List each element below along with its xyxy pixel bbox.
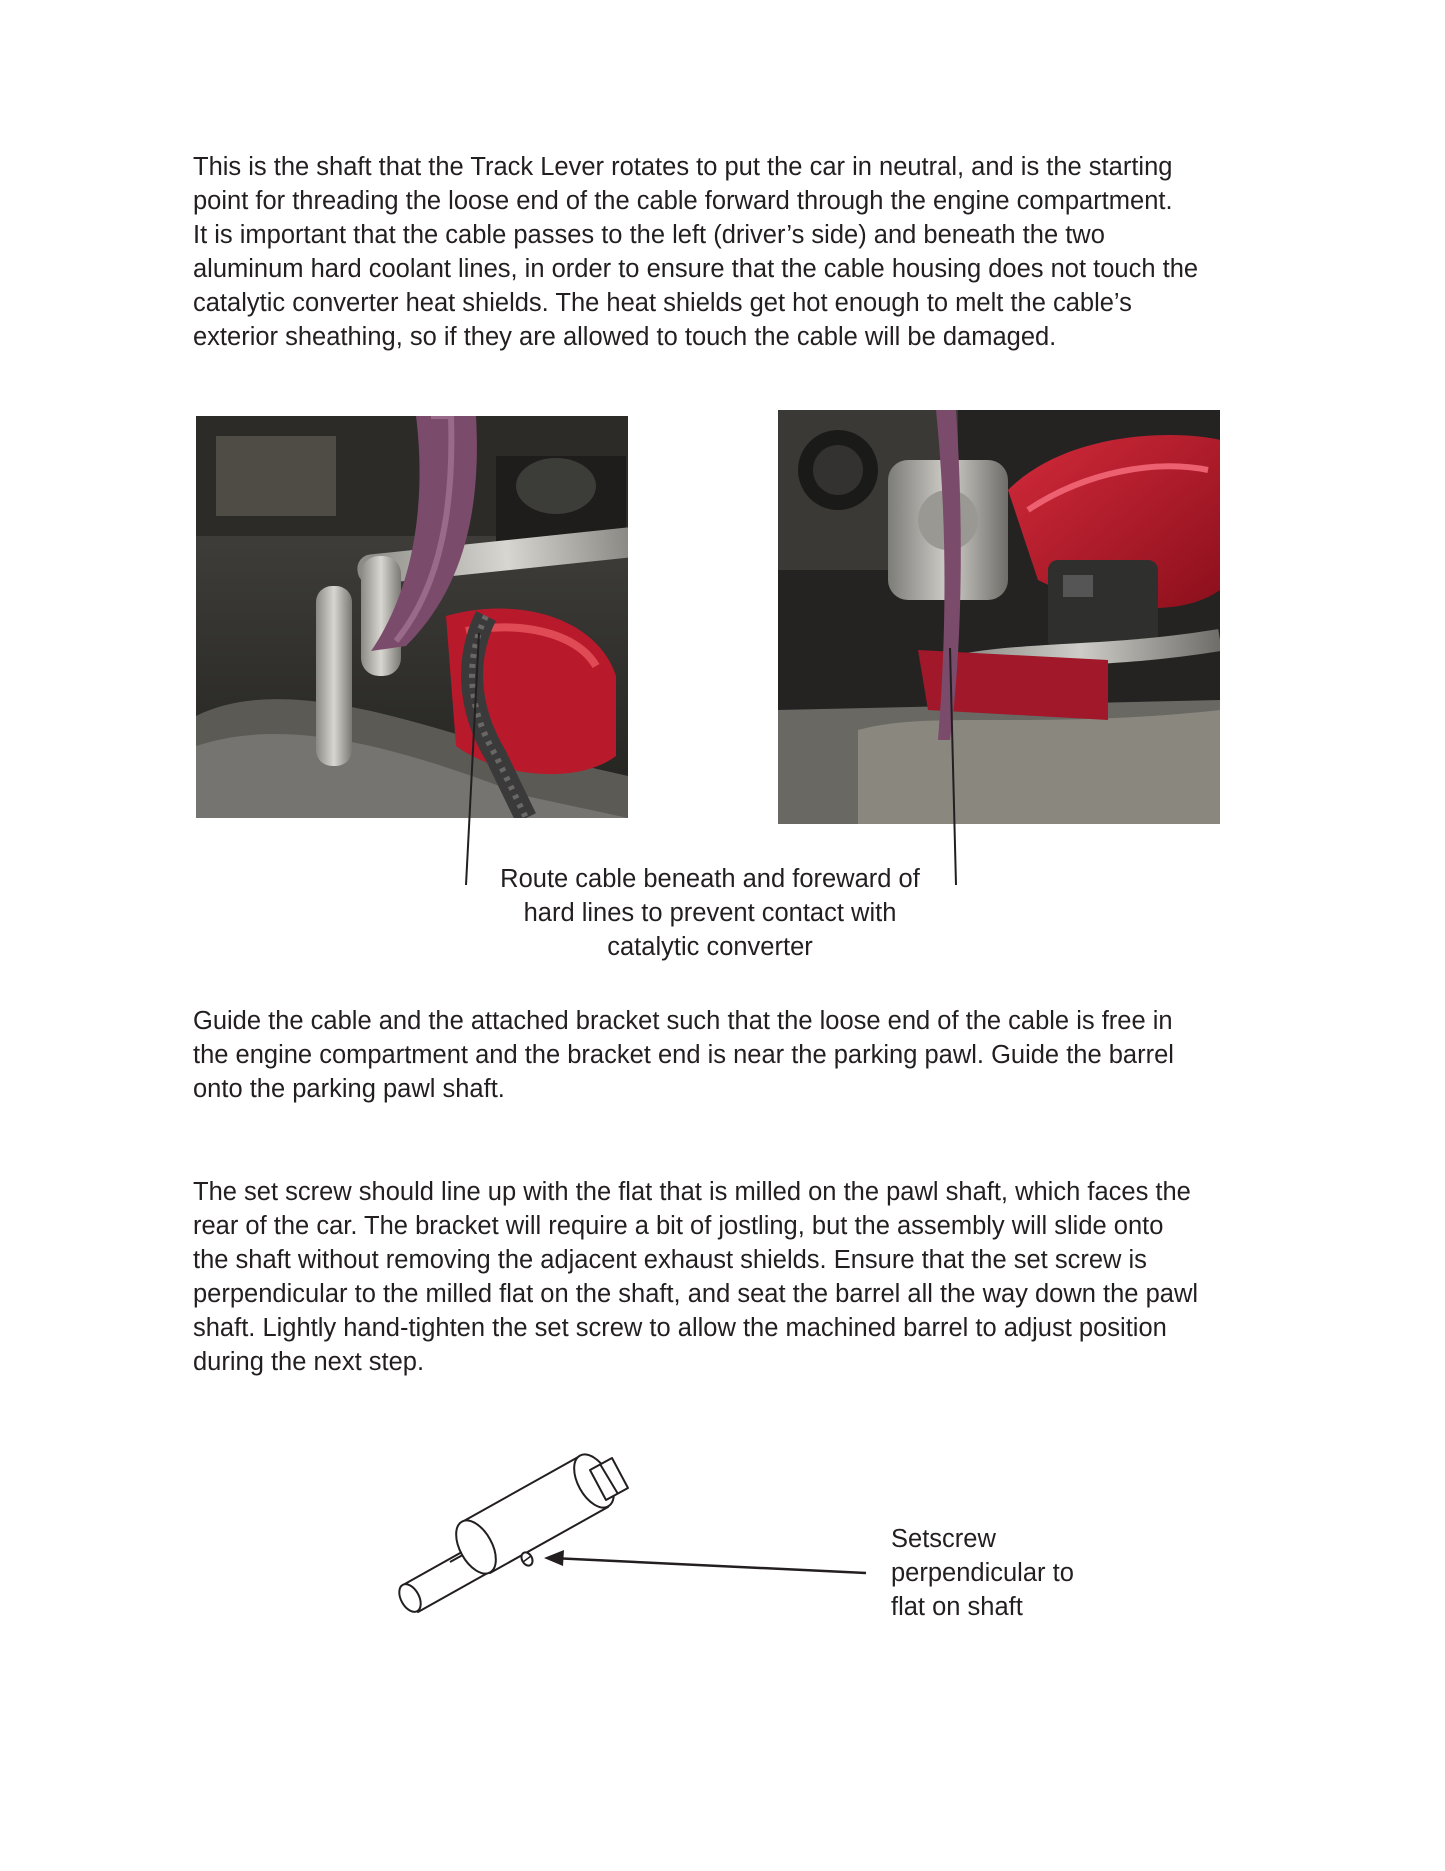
setscrew-arrow-head [544,1550,564,1566]
intro-paragraph: This is the shaft that the Track Lever rotates to put the car in neutral, and is the starting point for threading the loose end of the cable forward through the engine compartment. It is important that the cable passes to the left (driver’s side) and beneath the two aluminum hard coolant lines, in order to ensure that the cable housing does not touch the catalytic converter heat shields. The heat shields get hot enough to melt the cable’s exterior sheathing, so if they are allowed to touch the cable will be damaged. [193,153,1199,351]
leader-line-right [950,648,956,885]
shaft-barrel-diagram [395,1448,628,1616]
route-cable-caption: Route cable beneath and foreward of hard lines to prevent contact with catalytic converter [500,865,920,961]
leader-line-left [466,633,479,885]
guide-paragraph: Guide the cable and the attached bracket such that the loose end of the cable is free in the engine compartment and the bracket end is near the parking pawl. Guide the barrel onto the parking pawl shaft. [193,1007,1174,1103]
setscrew-arrow-line [552,1558,866,1573]
setscrew-caption: Setscrew perpendicular to flat on shaft [891,1525,1074,1621]
setscrew-paragraph: The set screw should line up with the flat that is milled on the pawl shaft, which faces the rear of the car. The bracket will require a bit of jostling, but the assembly will slide onto the shaft without removing the adjacent exhaust shields. Ensure that the set screw is perpendicular to the milled flat on the shaft, and seat the barrel all the way down the pawl shaft. Lightly hand-tighten the set screw to allow the machined barrel to adjust position during the next step. [193,1178,1199,1376]
